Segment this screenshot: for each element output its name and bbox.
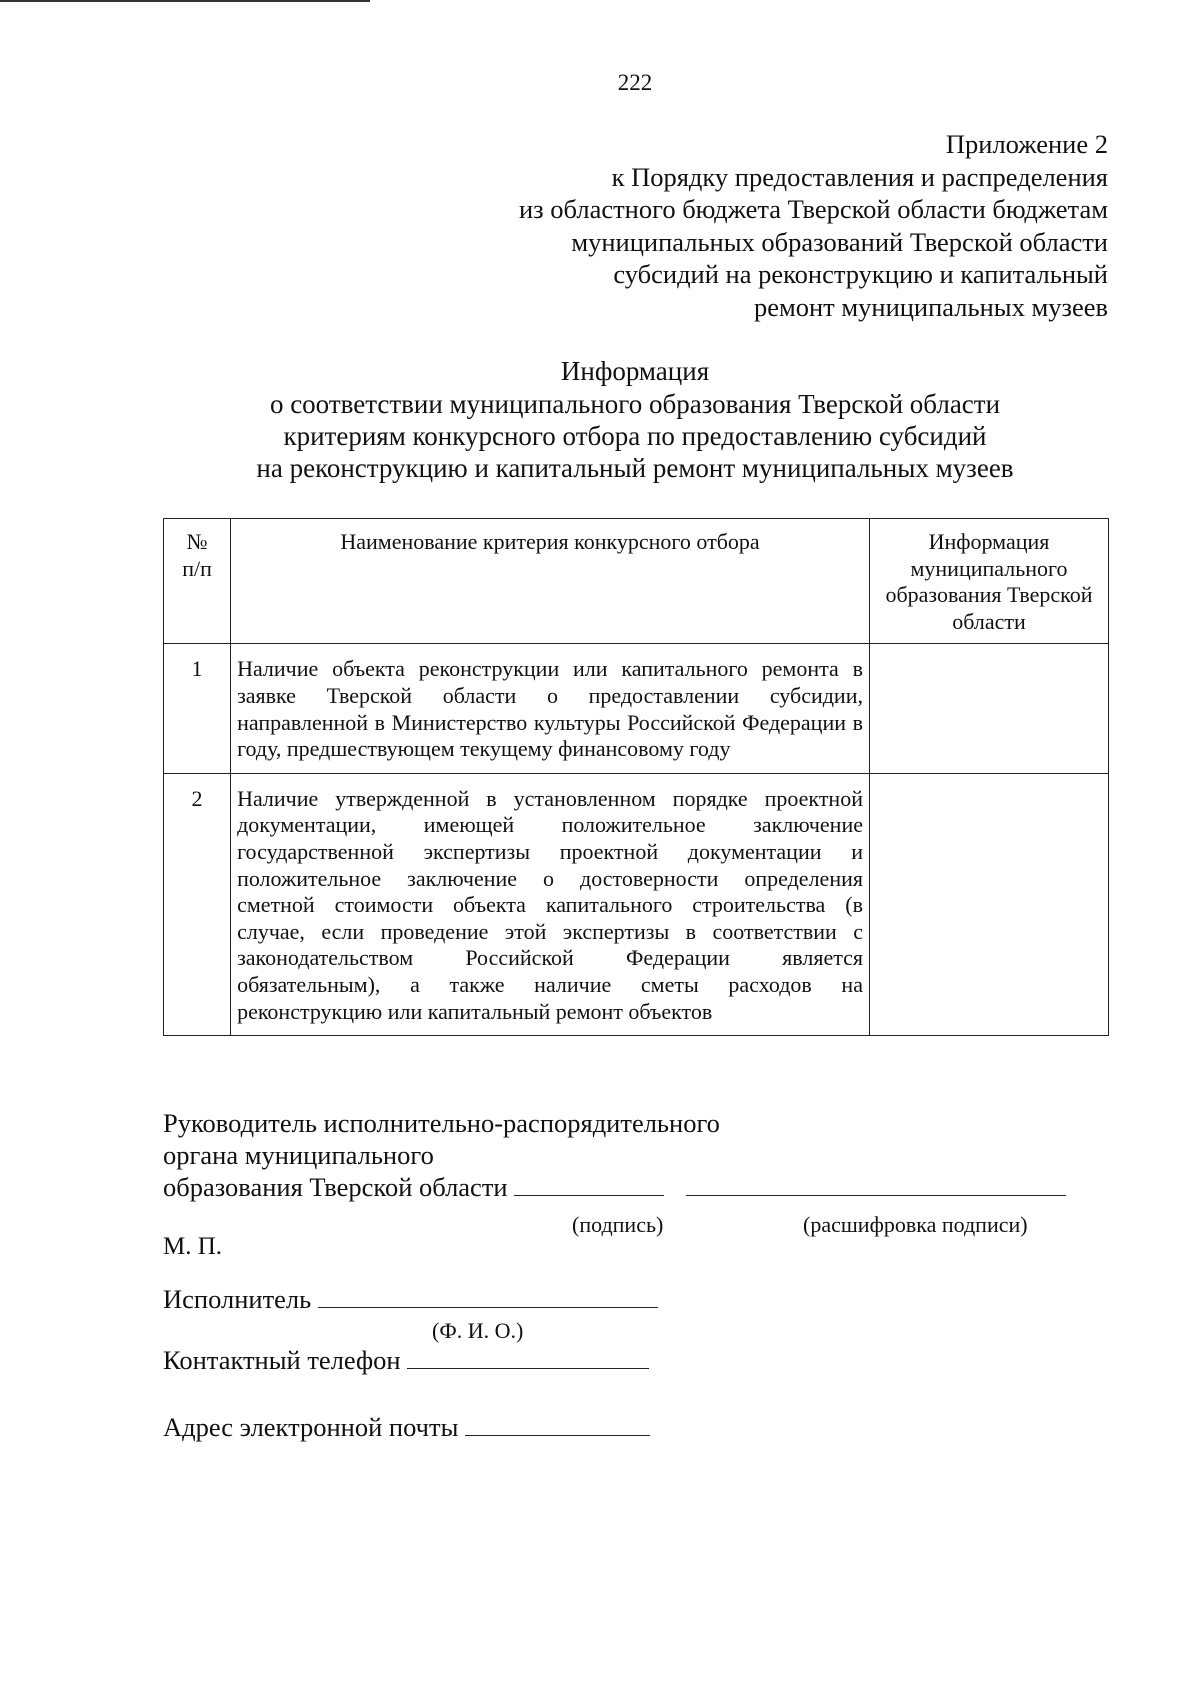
email-row: [163, 1411, 650, 1443]
signature-field[interactable]: [514, 1171, 664, 1196]
row-number: 2: [164, 773, 231, 1035]
signature-line: органа муниципального: [163, 1140, 434, 1170]
signature-block: [163, 1107, 1113, 1203]
row-criterion: Наличие объекта реконструкции или капитального ремонта в заявке Тверской области о предоставлении субсидии, направленной в Министерство культуры Российской Федерации в году, предшествующем текущему финансовому году: [231, 644, 870, 773]
signature-decode-field[interactable]: [686, 1171, 1066, 1196]
criteria-table: [163, 518, 1109, 1036]
header-info: Информация муниципального образования Тверской области: [869, 519, 1108, 644]
signature-line: Руководитель исполнительно-распорядительного: [163, 1108, 720, 1138]
signature-caption: (подпись): [572, 1212, 664, 1237]
table-row: [164, 773, 1109, 1035]
document-title: [150, 355, 1120, 484]
appendix-line: ремонт муниципальных музеев: [753, 291, 1108, 322]
table-row: [164, 644, 1109, 773]
row-info-cell[interactable]: [869, 773, 1108, 1035]
appendix-line: к Порядку предоставления и распределения: [611, 161, 1108, 192]
header-criterion: Наименование критерия конкурсного отбора: [231, 519, 870, 644]
row-info-cell[interactable]: [869, 644, 1108, 773]
table-header-row: [164, 519, 1109, 644]
email-label: Адрес электронной почты: [163, 1412, 459, 1442]
phone-row: [163, 1344, 649, 1376]
appendix-line: субсидий на реконструкцию и капитальный: [613, 259, 1108, 289]
row-criterion: Наличие утвержденной в установленном порядке проектной документации, имеющей положительное заключение государственной экспертизы проектной документации и положительное заключение о достоверности определения сметной стоимости объекта капитального строительства (в случае, если проведение этой экспертизы в соответствии с законодательством Российской Федерации является обязательным), а также наличие сметы расходов на реконструкцию или капитальный ремонт объектов: [231, 773, 870, 1035]
title-line: на реконструкцию и капитальный ремонт муниципальных музеев: [256, 453, 1014, 483]
top-edge-line: [0, 0, 370, 2]
header-number-symbol: №: [186, 529, 208, 554]
row-number: 1: [164, 644, 231, 773]
phone-label: Контактный телефон: [163, 1345, 401, 1375]
signature-line-with-fields: [163, 1171, 1113, 1203]
email-field[interactable]: [465, 1411, 650, 1436]
appendix-line: из областного бюджета Тверской области бюджетам: [519, 194, 1108, 224]
appendix-line: Приложение 2: [945, 129, 1108, 159]
title-line: о соответствии муниципального образования Тверской области: [269, 389, 1001, 419]
executor-caption: (Ф. И. О.): [432, 1318, 524, 1343]
executor-label: Исполнитель: [163, 1284, 312, 1314]
executor-row: [163, 1283, 658, 1315]
header-number: [164, 519, 231, 644]
appendix-header: [388, 128, 1108, 323]
page-number: 222: [617, 70, 653, 95]
title-line: критериям конкурсного отбора по предоставлению субсидий: [283, 421, 987, 451]
signature-decode-caption: (расшифровка подписи): [803, 1212, 1028, 1237]
appendix-line: муниципальных образований Тверской области: [571, 226, 1108, 257]
stamp-label: М. П.: [163, 1233, 223, 1260]
signature-line: образования Тверской области: [163, 1172, 508, 1202]
header-number-abbrev: п/п: [182, 555, 212, 581]
executor-field[interactable]: [318, 1283, 658, 1308]
title-main: Информация: [560, 356, 710, 386]
phone-field[interactable]: [407, 1344, 649, 1369]
